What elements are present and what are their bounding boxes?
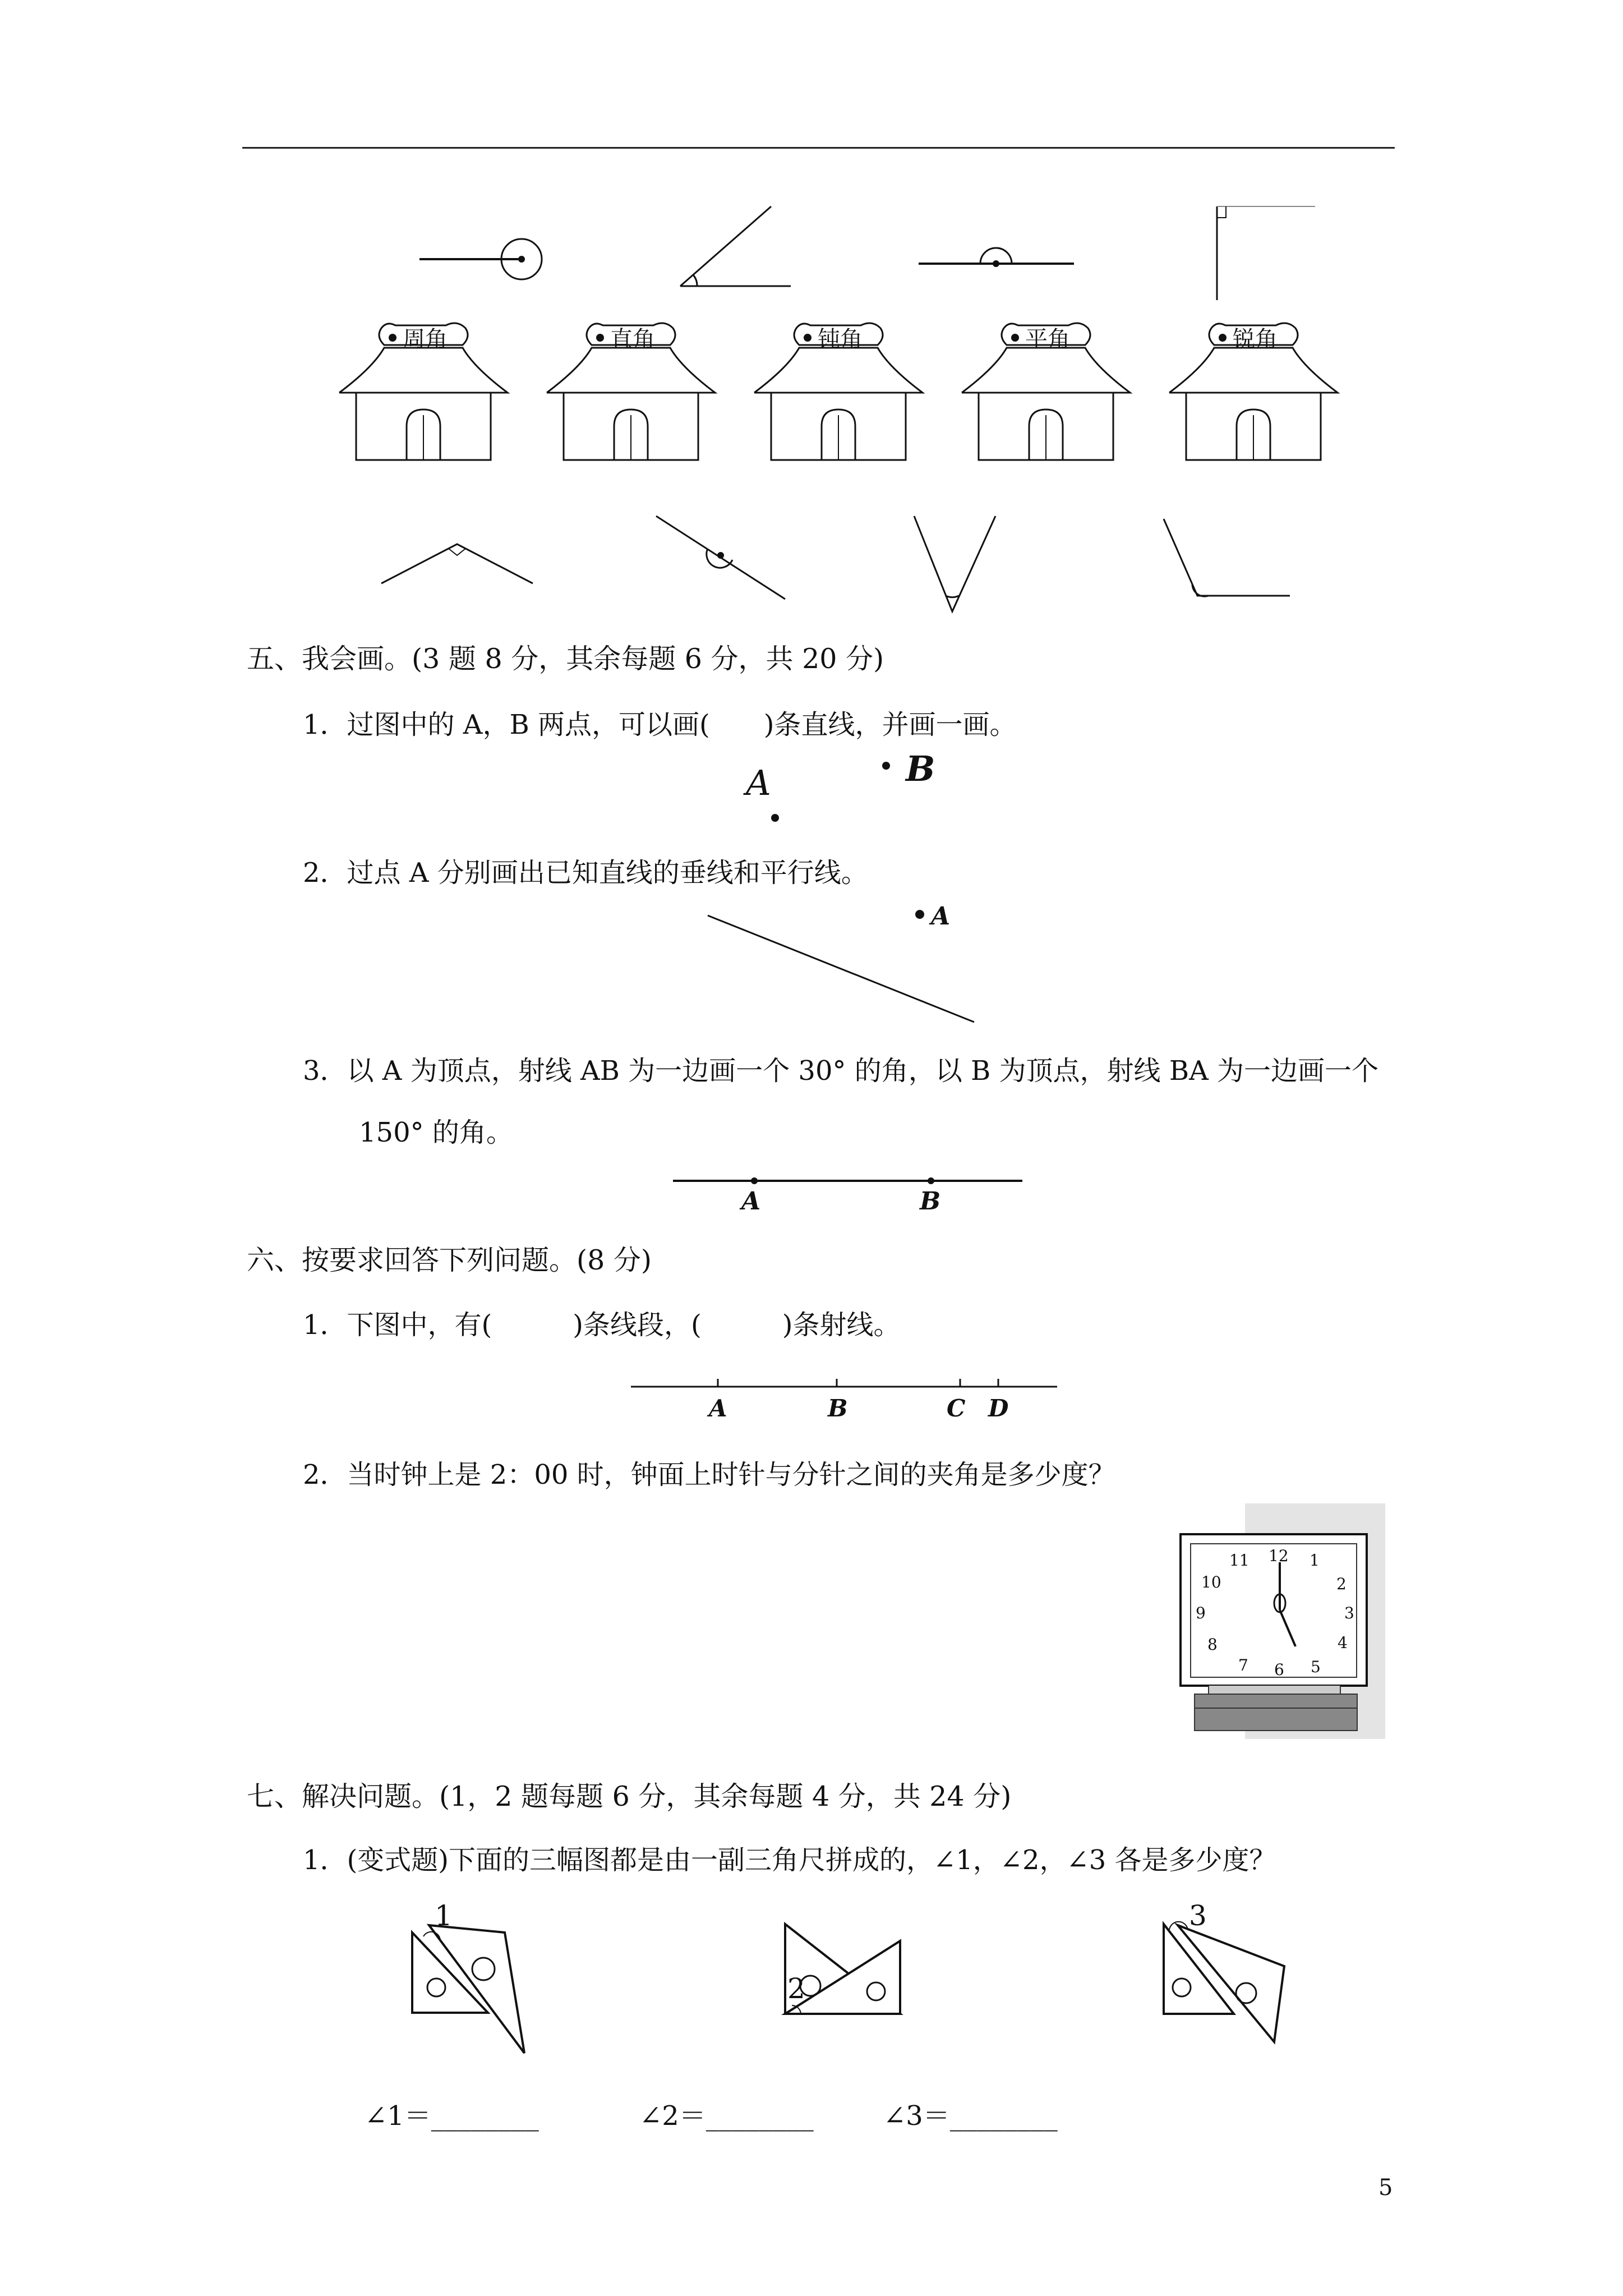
point-b-label: B xyxy=(906,748,935,789)
point-c-q6-label: C xyxy=(947,1395,966,1422)
triangle-figure-1 xyxy=(412,1925,524,2053)
page-number: 5 xyxy=(1378,2175,1393,2201)
house-label-straight-angle: 平角 xyxy=(1025,326,1070,352)
section6-q1: 1．下图中，有( )条线段，( )条射线。 xyxy=(303,1309,901,1341)
section5-q3-line1: 3．以 A 为顶点，射线 AB 为一边画一个 30° 的角，以 B 为顶点，射线 BA 为一边画一个 xyxy=(303,1055,1379,1087)
clock-number-6: 6 xyxy=(1274,1660,1284,1679)
clock-number-5: 5 xyxy=(1311,1658,1321,1676)
point-b-q6-label: B xyxy=(828,1395,848,1422)
point-a-label: A xyxy=(746,762,771,803)
clock-number-7: 7 xyxy=(1238,1656,1248,1674)
clock-number-2: 2 xyxy=(1336,1575,1347,1593)
clock-number-8: 8 xyxy=(1207,1635,1218,1654)
point-a-q6-label: A xyxy=(709,1395,727,1422)
point-b-q3-label: B xyxy=(920,1187,941,1216)
clock-number-10: 10 xyxy=(1201,1573,1221,1591)
section7-title: 七、解决问题。(1，2 题每题 6 分，其余每题 4 分，共 24 分) xyxy=(247,1780,1012,1812)
section6-q2: 2．当时钟上是 2：00 时，钟面上时针与分针之间的夹角是多少度？ xyxy=(303,1459,1115,1490)
answer-angle-1[interactable]: ∠1＝________ xyxy=(365,2100,539,2132)
triangle-figure-3 xyxy=(1164,1922,1284,2042)
clock-number-9: 9 xyxy=(1196,1604,1206,1622)
house-label-obtuse-angle: 钝角 xyxy=(818,326,863,352)
house-label-full-angle: 周角 xyxy=(403,326,448,352)
section5-q2: 2．过点 A 分别画出已知直线的垂线和平行线。 xyxy=(303,857,868,889)
section7-q1: 1．(变式题)下面的三幅图都是由一副三角尺拼成的，∠1，∠2，∠3 各是多少度？ xyxy=(303,1844,1276,1876)
clock-number-1: 1 xyxy=(1310,1551,1320,1570)
point-a-q3-label: A xyxy=(741,1187,761,1216)
angle-label-1: 1 xyxy=(435,1899,453,1932)
clock-number-4: 4 xyxy=(1338,1634,1348,1652)
section5-q1: 1．过图中的 A，B 两点，可以画( )条直线，并画一画。 xyxy=(303,709,1017,740)
angle-label-3: 3 xyxy=(1189,1899,1207,1932)
angle-label-2: 2 xyxy=(787,1972,805,2005)
section5-q3-line2: 150° 的角。 xyxy=(359,1117,513,1148)
house-label-acute-angle: 锐角 xyxy=(1233,326,1278,352)
clock-number-12: 12 xyxy=(1269,1547,1289,1565)
answer-angle-3[interactable]: ∠3＝________ xyxy=(883,2100,1058,2132)
clock-number-11: 11 xyxy=(1229,1551,1249,1570)
section5-title: 五、我会画。(3 题 8 分，其余每题 6 分，共 20 分) xyxy=(247,643,884,675)
answer-angle-2[interactable]: ∠2＝________ xyxy=(639,2100,814,2132)
point-d-q6-label: D xyxy=(988,1395,1009,1422)
clock-number-3: 3 xyxy=(1344,1604,1354,1622)
section6-title: 六、按要求回答下列问题。(8 分) xyxy=(247,1244,652,1276)
point-a-q2-label: A xyxy=(931,902,951,931)
house-label-right-angle: 直角 xyxy=(610,326,655,352)
